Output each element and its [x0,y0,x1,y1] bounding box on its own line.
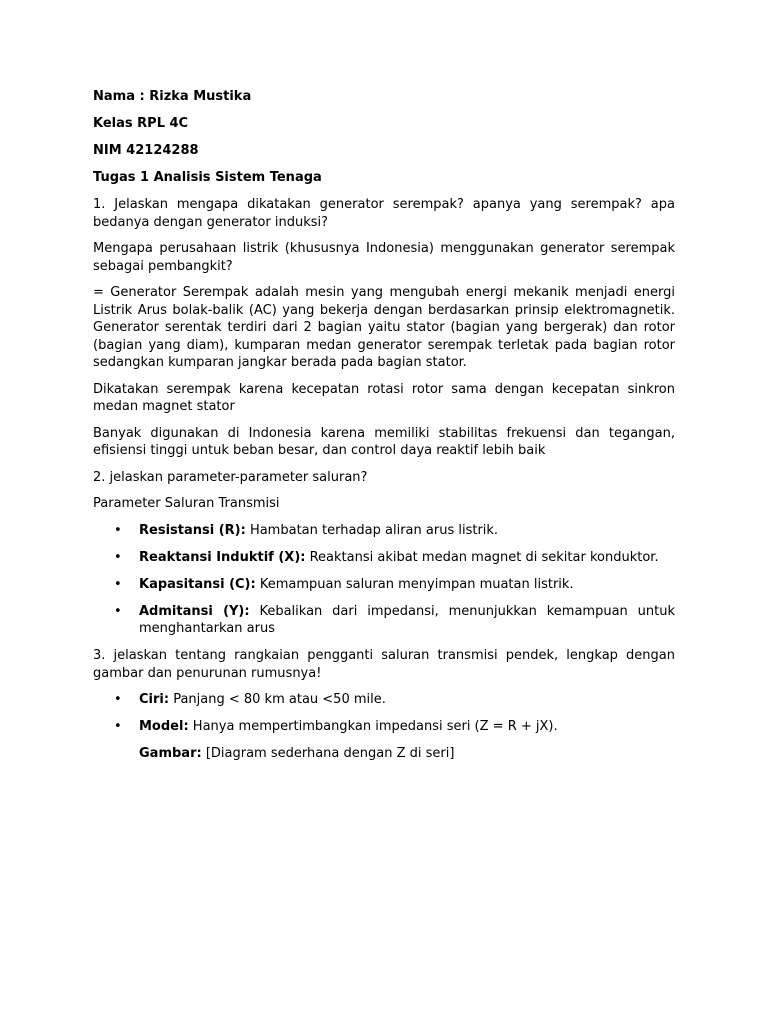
answer-1-paragraph-1: = Generator Serempak adalah mesin yang mengubah energi mekanik menjadi energi Listrik Arus bolak-balik (AC) yang bekerja dengan berdasarkan prinsip elektromagnetik. Generator serentak terdiri dari 2 bagian yaitu stator (bagian yang bergerak) dan rotor (bagian yang diam), kumparan medan generator serempak terletak pada bagian rotor sedangkan kumparan jangkar berada pada bagian stator. [93,285,675,370]
list-item-term: Kapasitansi (C): [139,576,256,592]
gambar-line [93,745,675,763]
short-line-list [93,691,675,736]
list-item [93,691,675,709]
list-item-term: Ciri: [139,692,170,707]
list-item-term: Admitansi (Y): [139,603,250,619]
bullet-icon: • [114,603,122,619]
parameter-subtitle: Parameter Saluran Transmisi [93,496,280,511]
list-item-desc: Kemampuan saluran menyimpan muatan listrik. [255,576,574,592]
list-item-desc: Hanya mempertimbangkan impedansi seri (Z = R + jX). [188,719,558,734]
bullet-icon: • [114,522,122,538]
bullet-icon: • [114,692,122,707]
gambar-term: Gambar: [139,746,202,761]
list-item-desc: Panjang < 80 km atau <50 mile. [169,692,386,707]
list-item-desc: Reaktansi akibat medan magnet di sekitar konduktor. [305,549,659,565]
list-item [93,718,675,736]
gambar-desc: [Diagram sederhana dengan Z di seri] [201,746,455,761]
question-1: 1. Jelaskan mengapa dikatakan generator serempak? apanya yang serempak? apa bedanya dengan generator induksi? [93,197,675,230]
bullet-icon: • [114,576,122,592]
bullet-icon: • [114,549,122,565]
list-item-term: Reaktansi Induktif (X): [139,549,306,565]
answer-1-paragraph-2: Dikatakan serempak karena kecepatan rotasi rotor sama dengan kecepatan sinkron medan magnet stator [93,381,675,414]
question-3: 3. jelaskan tentang rangkaian pengganti saluran transmisi pendek, lengkap dengan gambar dan penurunan rumusnya! [93,648,675,681]
list-item-desc: Hambatan terhadap aliran arus listrik. [245,522,499,538]
list-item [93,603,675,638]
question-1-part-2: Mengapa perusahaan listrik (khususnya Indonesia) menggunakan generator serempak sebagai pembangkit? [93,241,675,274]
list-item [93,549,675,567]
list-item [93,522,675,540]
student-name: Nama : Rizka Mustika [93,89,252,104]
answer-1-paragraph-3: Banyak digunakan di Indonesia karena memiliki stabilitas frekuensi dan tegangan, efisiensi tinggi untuk beban besar, dan control daya reaktif lebih baik [93,425,675,458]
question-2: 2. jelaskan parameter-parameter saluran? [93,469,368,485]
list-item-term: Resistansi (R): [139,522,246,538]
list-item-desc: Kebalikan dari impedansi, menunjukkan kemampuan untuk menghantarkan arus [139,603,676,636]
assignment-title: Tugas 1 Analisis Sistem Tenaga [93,170,322,185]
student-class: Kelas RPL 4C [93,116,189,131]
bullet-icon: • [114,719,122,734]
student-nim: NIM 42124288 [93,143,199,158]
document-body [93,88,675,763]
list-item-term: Model: [139,719,189,734]
list-item [93,576,675,594]
parameter-list [93,522,675,638]
